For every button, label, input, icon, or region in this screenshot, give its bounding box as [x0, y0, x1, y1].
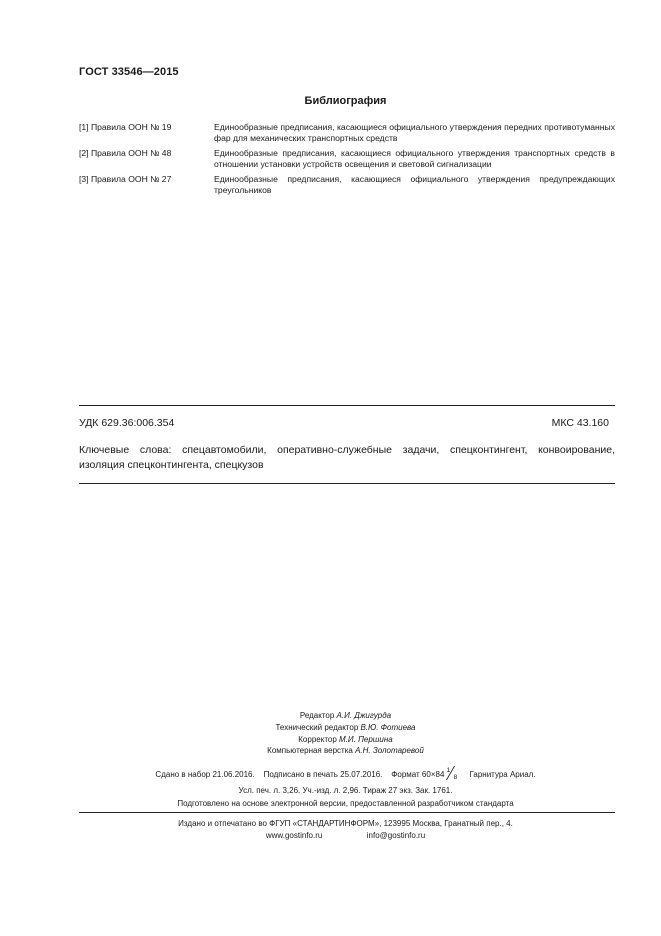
bibliography-item: [79, 148, 615, 170]
format-denominator: 8: [453, 774, 458, 781]
signed-date: Подписано в печать 25.07.2016.: [263, 770, 383, 779]
bibliography-list: [79, 122, 615, 200]
corrector-name: М.И. Першина: [339, 734, 393, 744]
publisher-email[interactable]: info@gostinfo.ru: [366, 831, 426, 840]
bibliography-ref: [2] Правила ООН № 48: [79, 148, 172, 158]
layout-label: Компьютерная верстка: [267, 746, 353, 756]
bibliography-title: Библиография: [304, 95, 387, 107]
format-label: Формат 60×84: [391, 770, 445, 779]
footer-divider: [79, 812, 615, 813]
editor-line: [0, 710, 661, 722]
format-numerator: 1: [446, 767, 451, 774]
udk-code: УДК 629.36:006.354: [79, 417, 175, 429]
top-divider: [79, 405, 615, 406]
bottom-divider: [79, 483, 615, 484]
bibliography-text: Единообразные предписания, касающиеся официального утверждения передних противотуманных фар для механических транспортных средств: [214, 122, 615, 143]
editor-label: Редактор: [299, 711, 335, 720]
bibliography-text: Единообразные предписания, касающиеся официального утверждения транспортных средств в отношении установки устройств освещения и световой сигнализации: [214, 148, 615, 169]
editor-name: А.И. Джигурда: [336, 711, 392, 720]
layout-line: [0, 745, 661, 757]
publisher-contacts: [30, 830, 661, 842]
publisher-website[interactable]: www.gostinfo.ru: [265, 831, 323, 840]
bibliography-ref: [3] Правила ООН № 27: [79, 174, 172, 184]
mks-code: МКС 43.160: [551, 417, 609, 429]
publisher-line: Издано и отпечатано во ФГУП «СТАНДАРТИНФОРМ», 123995 Москва, Гранатный пер., 4.: [178, 819, 513, 828]
keywords: Ключевые слова: спецавтомобили, оперативно-служебные задачи, спецконтингент, конвоирование, изоляция спецконтингента, спецкузов: [79, 444, 615, 471]
bibliography-item: [79, 174, 615, 196]
bibliography-text: Единообразные предписания, касающиеся официального утверждения предупреждающих треугольников: [214, 174, 615, 195]
publisher-block: [0, 818, 661, 842]
bibliography-item: [79, 122, 615, 144]
print-info-line-1: [30, 768, 661, 781]
print-info-line-3: Подготовлено на основе электронной версии, предоставленной разработчиком стандарта: [177, 799, 514, 808]
tech-editor-line: [0, 722, 661, 734]
corrector-label: Корректор: [298, 734, 337, 744]
print-info: [0, 768, 661, 810]
format-fraction: [446, 767, 461, 781]
bibliography-ref: [1] Правила ООН № 19: [79, 122, 172, 132]
corrector-line: [0, 734, 661, 746]
document-code: ГОСТ 33546—2015: [79, 66, 179, 78]
submitted-date: Сдано в набор 21.06.2016.: [155, 770, 255, 779]
layout-name: А.Н. Золотаревой: [355, 746, 424, 756]
credits-block: [0, 710, 661, 757]
print-info-line-2: Усл. печ. л. 3,26. Уч.-изд. л. 2,96. Тираж 27 экз. Зак. 1761.: [238, 786, 453, 795]
typeface: Гарнитура Ариал.: [469, 770, 536, 779]
tech-editor-label: Технический редактор: [275, 722, 359, 732]
tech-editor-name: В.Ю. Фотиева: [360, 722, 416, 732]
